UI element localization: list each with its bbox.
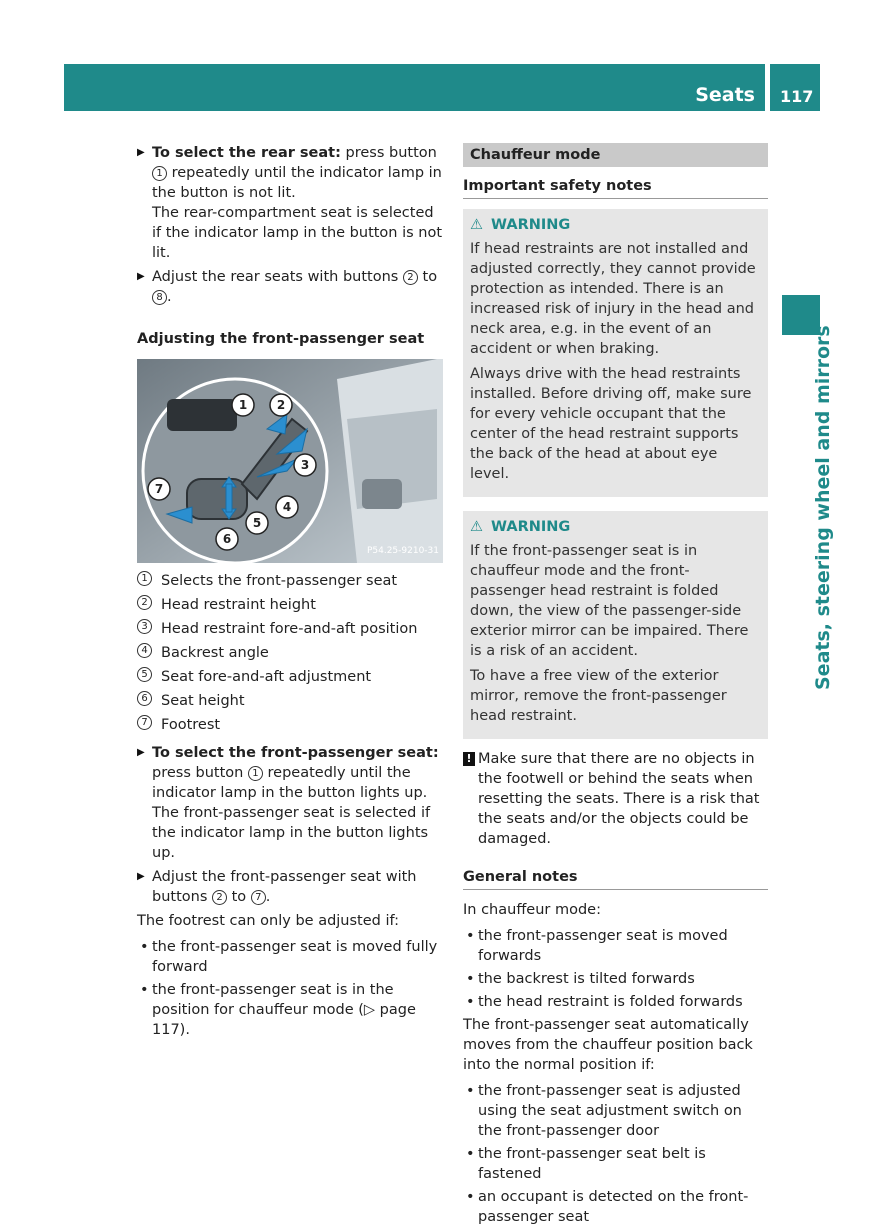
general-bullet: • the head restraint is folded forwards [463,992,768,1012]
warning-text: Always drive with the head restraints installed. Before driving off, make sure for every vehicle occupant that the center of the head restraint supports the back of the head at about eye level. [470,366,752,482]
right-column [463,143,768,1230]
front-passenger-heading: Adjusting the front-passenger seat [137,331,425,347]
left-column [137,143,443,1043]
legend-text: Seat height [161,693,245,709]
side-tab-label: Seats, steering wheel and mirrors [812,325,834,690]
legend-text: Selects the front-passenger seat [161,573,398,589]
figure-callout-3: 3 [300,458,310,472]
legend-number: 7 [137,715,152,730]
figure-code: P54.25-9210-31 [366,546,439,556]
exclamation-icon: ! [463,752,475,766]
front-adjust-mid: to [227,889,251,905]
legend-item [137,571,443,591]
rear-adjust-end: . [167,289,172,305]
warning-text: To have a free view of the exterior mirror, remove the front-passenger head restraint. [470,668,727,724]
warning-triangle-icon: ⚠ [470,519,483,535]
seat-switch-illustration [137,359,443,563]
side-tab [792,325,834,695]
warning-box-mirror-view [463,511,768,739]
footrest-bullet: • the front-passenger seat is moved fully forward [137,937,443,977]
rear-adjust-text: Adjust the rear seats with buttons [152,269,403,285]
reset-bullet: • the front-passenger seat belt is fastened [463,1144,768,1184]
legend-text: Head restraint height [161,597,316,613]
legend-item [137,715,443,735]
legend-number: 3 [137,619,152,634]
rear-step-result: The rear-compartment seat is selected if the indicator lamp in the button is not lit. [152,205,443,261]
legend-text: Seat fore-and-aft adjustment [161,669,372,685]
figure-callout-1: 1 [238,398,248,412]
legend-text: Head restraint fore-and-aft position [161,621,418,637]
ref-number: 7 [251,890,266,905]
warning-title: WARNING [491,217,571,233]
legend-item [137,691,443,711]
rear-adjust-step [137,267,443,307]
warning-text: If head restraints are not installed and adjusted correctly, they cannot provide protection as intended. There is an increased risk of injury in the head and neck area, e.g. in the event of an accident or when braking. [470,241,756,357]
figure-callout-6: 6 [222,532,232,546]
legend-number: 6 [137,691,152,706]
ref-number: 1 [248,766,263,781]
general-bullet: • the backrest is tilted forwards [463,969,768,989]
front-adjust-text: Adjust the front-passenger seat with buttons [152,869,417,905]
figure-callout-2: 2 [276,398,286,412]
warning-box-head-restraints [463,209,768,497]
page-number-box [770,64,820,111]
front-adjust-end: . [265,889,271,905]
ref-number: 1 [152,166,167,181]
legend-number: 2 [137,595,152,610]
seat-adjustment-figure [137,359,443,563]
rear-seat-step [137,143,443,263]
damage-notice [463,749,768,849]
footrest-intro: The footrest can only be adjusted if: [137,913,399,929]
ref-number: 8 [152,290,167,305]
rear-step-text2: repeatedly until the indicator lamp in the button is not lit. [152,165,442,201]
legend-item [137,595,443,615]
reset-bullet: • the front-passenger seat is adjusted using the seat adjustment switch on the front-passenger door [463,1081,768,1141]
legend-number: 4 [137,643,152,658]
figure-callout-4: 4 [282,500,292,514]
front-step-text: press button [152,765,248,781]
legend-item [137,667,443,687]
notice-text: Make sure that there are no objects in the footwell or behind the seats when resetting the seats. There is a risk that the seats and/or the objects could be damaged. [478,751,760,847]
warning-title: WARNING [491,519,571,535]
legend-item [137,643,443,663]
reset-bullet: • an occupant is detected on the front-passenger seat [463,1187,768,1227]
legend-text: Backrest angle [161,645,269,661]
front-step-result: The front-passenger seat is selected if the indicator lamp in the button lights up. [152,805,431,861]
general-intro: In chauffeur mode: [463,902,601,918]
legend-item [137,619,443,639]
front-step-text2: repeatedly until the indicator lamp in the button lights up. [152,765,428,801]
rear-step-text: press button [340,145,437,161]
rear-step-lead: To select the rear seat: [152,145,341,161]
front-step-lead: ▶ To select the front-passenger seat: [152,745,439,761]
figure-callout-7: 7 [154,482,164,496]
rear-adjust-mid: to [417,269,438,285]
front-seat-step [137,743,443,863]
page-number: 117 [780,87,814,106]
figure-legend [137,571,443,735]
footrest-bullet: • the front-passenger seat is in the position for chauffeur mode (▷ page 117). [137,980,443,1040]
header-bar [64,64,765,111]
warning-triangle-icon: ⚠ [470,217,483,233]
chauffeur-mode-title: Chauffeur mode [463,143,768,167]
section-title: Seats [695,84,755,106]
ref-number: 2 [212,890,227,905]
general-notes-heading: General notes [463,867,768,890]
legend-number: 1 [137,571,152,586]
legend-number: 5 [137,667,152,682]
warning-text: If the front-passenger seat is in chauffeur mode and the front-passenger head restraint is folded down, the view of the passenger-side exterior mirror can be impaired. There is a risk of an accident. [470,543,749,659]
ref-number: 2 [403,270,418,285]
figure-callout-5: 5 [252,516,262,530]
reset-intro: The front-passenger seat automatically moves from the chauffeur position back into the normal position if: [463,1017,753,1073]
legend-text: Footrest [161,717,221,733]
general-bullet: • the front-passenger seat is moved forwards [463,926,768,966]
safety-notes-heading: Important safety notes [463,176,768,199]
front-adjust-step [137,867,443,907]
